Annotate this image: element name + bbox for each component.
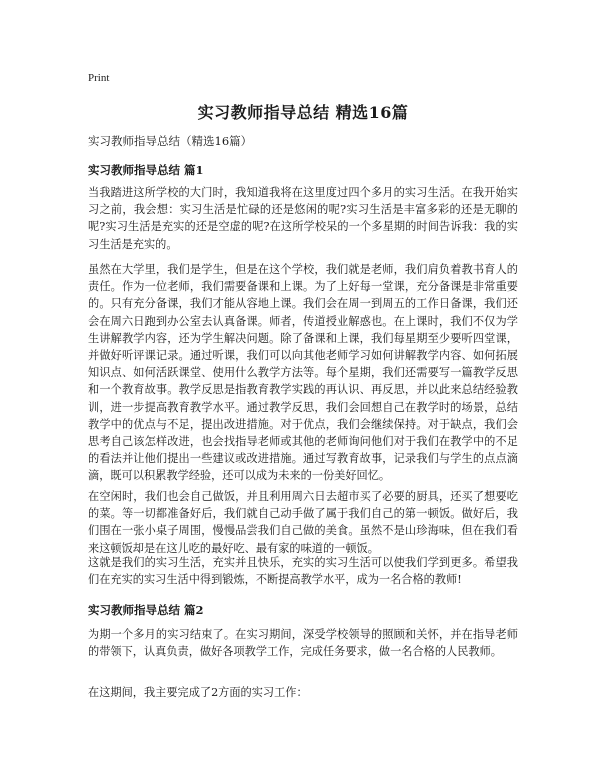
paragraph: 为期一个多月的实习结束了。在实习期间，深受学校领导的照顾和关怀，并在指导老师的带领下，认真负责，做好各项教学工作，完成任务要求，做一名合格的人民教师。 — [88, 628, 518, 659]
paragraph: 在这期间，我主要完成了2方面的实习工作： — [88, 686, 308, 699]
section-heading-2: 实习教师指导总结 篇2 — [88, 603, 204, 617]
paragraph: 虽然在大学里，我们是学生，但是在这个学校，我们就是老师，我们肩负着教书育人的责任。作为一位老师，我们需要备课和上课。为了上好每一堂课，充分备课是非常重要的。只有充分备课，我们才能从容地上课。我们会在周一到周五的工作日备课，我们还会在周六日跑到办公室去认真备课。师者，传道授业解惑也。在上课时，我们不仅为学生讲解教学内容，还为学生解决问题。除了备课和上课，我们每星期至少要听四堂课，并做好听评课记录。通过听课，我们可以向其他老师学习如何讲解教学内容、如何拓展知识点、如何活跃课堂、使用什么教学方法等。每个星期，我们还需要写一篇教学反思和一个教育故事。教学反思是指教育教学实践的再认识、再反思，并以此来总结经验教训，进一步提高教育教学水平。通过教学反思，我们会回想自己在教学时的场景，总结教学中的优点与不足，提出改进措施。对于优点，我们会继续保持。对于缺点，我们会思考自己该怎样改进，也会找指导老师或其他的老师询问他们对于我们在教学中的不足的看法并让他们提出一些建议或改进措施。通过写教育故事，记录我们与学生的点点滴滴，既可以积累教学经验，还可以成为未来的一份美好回忆。 — [88, 263, 518, 483]
document-subtitle: 实习教师指导总结（精选16篇） — [88, 134, 253, 148]
paragraph: 这就是我们的实习生活，充实并且快乐，充实的实习生活可以使我们学到更多。希望我们在充实的实习生活中得到锻炼，不断提高教学水平，成为一名合格的教师! — [88, 556, 518, 587]
paragraph: 当我踏进这所学校的大门时，我知道我将在这里度过四个多月的实习生活。在我开始实习之前，我会想：实习生活是忙碌的还是悠闲的呢?实习生活是丰富多彩的还是无聊的呢?实习生活是充实的还是空虚的呢?在这所学校呆的一个多星期的时间告诉我：我的实习生活是充实的。 — [88, 186, 518, 251]
paragraph: 在空闲时，我们也会自己做饭，并且利用周六日去超市买了必要的厨具，还买了想要吃的菜。等一切都准备好后，我们就自己动手做了属于我们自己的第一顿饭。做好后，我们围在一张小桌子周围，慢慢品尝我们自己做的美食。虽然不是山珍海味，但在我们看来这顿饭却是在这儿吃的最好吃、最有家的味道的一顿饭。 — [88, 490, 518, 555]
section-heading-1: 实习教师指导总结 篇1 — [88, 163, 204, 177]
print-link[interactable]: Print — [88, 72, 110, 84]
document-title: 实习教师指导总结 精选16篇 — [197, 103, 409, 122]
